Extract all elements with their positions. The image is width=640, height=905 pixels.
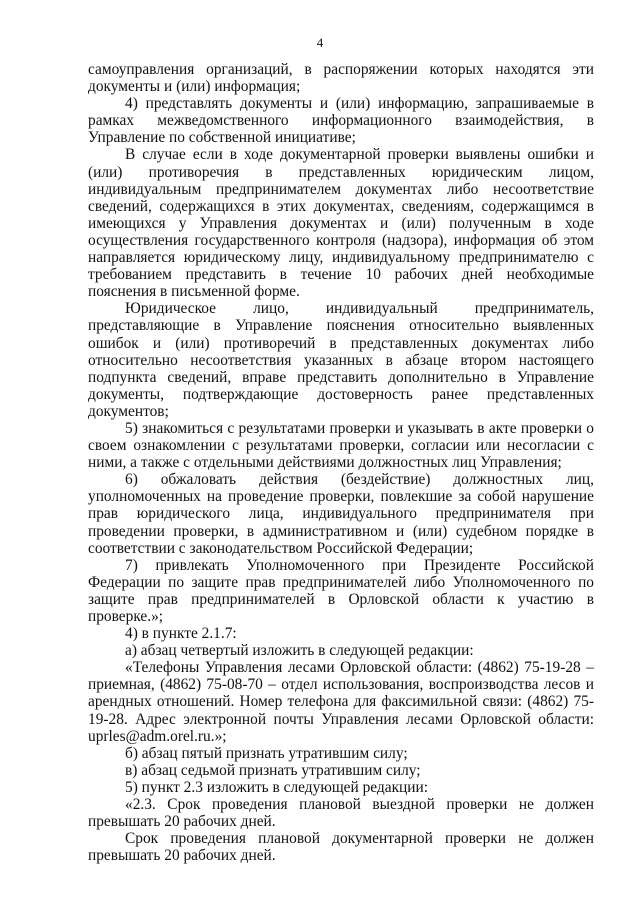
paragraph-2: 4) представлять документы и (или) информацию, запрашиваемые в рамках межведомственного информационного взаимодействия, в Управление по собственной инициативе; (88, 95, 594, 147)
paragraph-7: 7) привлекать Уполномоченного при Президенте Российской Федерации по защите прав предпринимателей либо Уполномоченного по защите прав предпринимателей в Орловской области к участию в проверке.»; (88, 556, 594, 625)
paragraph-5: 5) знакомиться с результатами проверки и указывать в акте проверки о своем ознакомлении с результатами проверки, согласии или несогласии с ними, а также с отдельными действиями должностных лиц Управления; (88, 419, 594, 472)
paragraph-14: «2.3. Срок проведения плановой выездной проверки не должен превышать 20 рабочих дней. (88, 796, 594, 831)
paragraph-9: а) абзац четвертый изложить в следующей редакции: (125, 642, 474, 660)
paragraph-12: в) абзац седьмой признать утратившим силу; (125, 761, 421, 779)
paragraph-1: самоуправления организаций, в распоряжении которых находятся эти документы и (или) информация; (88, 61, 594, 96)
paragraph-4: Юридическое лицо, индивидуальный предприниматель, представляющие в Управление пояснения относительно выявленных ошибок и (или) противоречий в представленных документах либо относительно несоответствия указанных в абзаце втором настоящего подпункта сведений, вправе представить дополнительно в Управление документы, подтверждающие достоверность ранее представленных документов; (88, 300, 594, 420)
paragraph-3: В случае если в ходе документарной проверки выявлены ошибки и (или) противоречия в представленных юридическим лицом, индивидуальным предпринимателем документах либо несоответствие сведений, содержащихся в этих документах, сведениям, содержащимся в имеющихся у Управления документах и (или) полученным в ходе осуществления государственного контроля (надзора), информация об этом направляется юридическому лицу, индивидуальному предпринимателю с требованием представить в течение 10 рабочих дней необходимые пояснения в письменной форме. (88, 146, 594, 301)
paragraph-10: «Телефоны Управления лесами Орловской области: (4862) 75-19-28 – приемная, (4862) 75-08-70 – отдел использования, воспроизводства лесов и арендных отношений. Номер телефона для факсимильной связи: (4862) 75-19-28. Адрес электронной почты Управления лесами Орловской области: uprles@adm.orel.ru.»; (88, 659, 594, 745)
paragraph-13: 5) пункт 2.3 изложить в следующей редакции: (125, 778, 429, 796)
document-body (88, 61, 594, 864)
paragraph-11: б) абзац пятый признать утратившим силу; (125, 744, 408, 762)
paragraph-8: 4) в пункте 2.1.7: (125, 625, 237, 643)
paragraph-15: Срок проведения плановой документарной проверки не должен превышать 20 рабочих дней. (88, 830, 594, 865)
paragraph-6: 6) обжаловать действия (бездействие) должностных лиц, уполномоченных на проведение проверки, повлекшие за собой нарушение прав юридического лица, индивидуального предпринимателя при проведении проверки, в административном и (или) судебном порядке в соответствии с законодательством Российской Федерации; (88, 471, 594, 557)
page-number: 4 (316, 35, 324, 50)
